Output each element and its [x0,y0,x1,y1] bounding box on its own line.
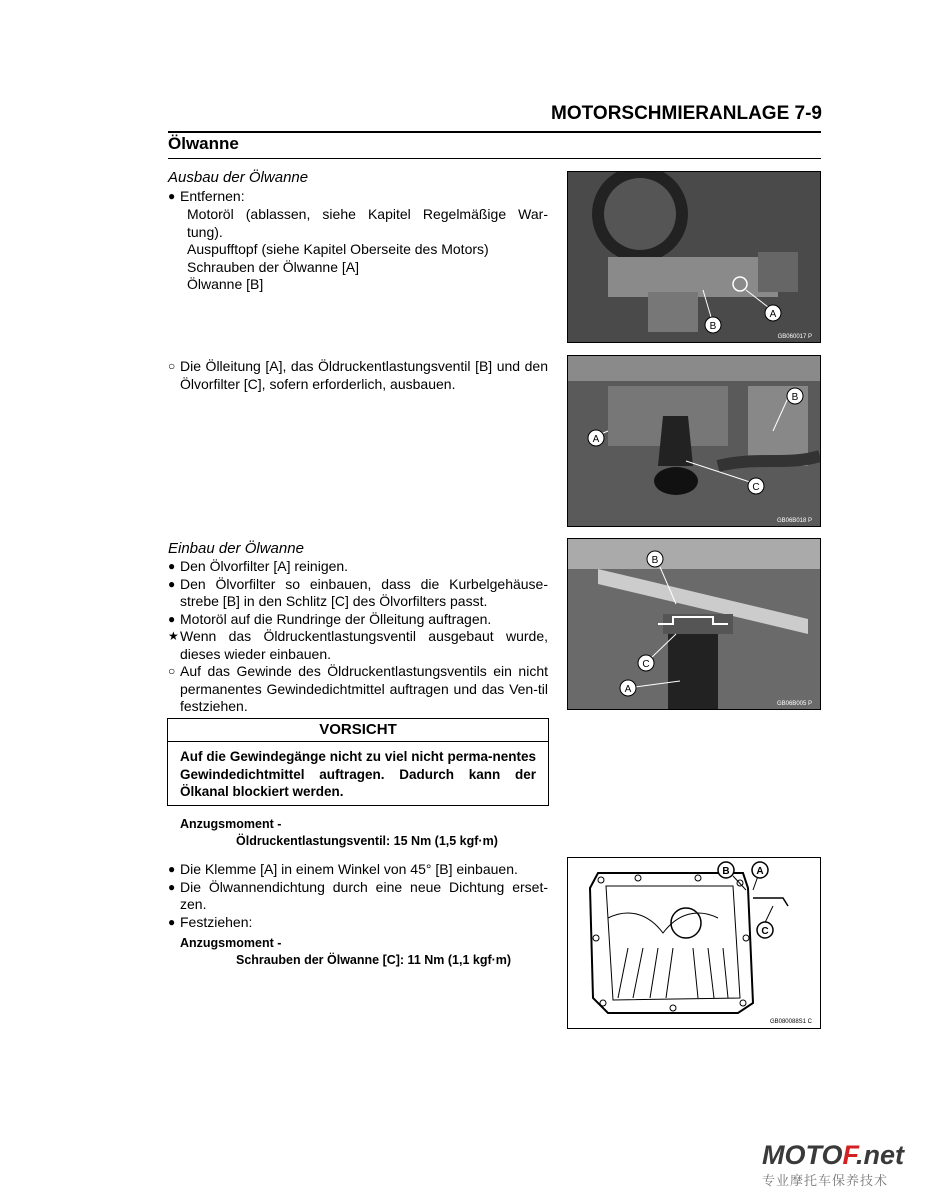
removal-remove-label: Entfernen: [180,188,245,204]
star-icon: ★ [168,629,179,643]
fig1-code: GB060017 P [777,334,812,340]
removal-note-text: Die Ölleitung [A], das Öldruckentlastungsventil [B] und den Ölvorfilter [C], sofern erforderlich, ausbauen. [180,358,548,392]
caution-text: Auf die Gewindegänge nicht zu viel nicht perma-nentes Gewindedichtmittel auftragen. Dadurch kann der Ölkanal blockiert werden. [180,749,536,799]
caution-box [167,718,549,806]
torque1-label: Anzugsmoment - [180,817,282,831]
bullet-icon: ● [168,879,176,894]
removal-remove-item [168,188,548,206]
fig4-label-b: B [722,866,730,877]
fig3-label-a: A [624,684,632,695]
fig3-code: GB06B005 P [776,701,812,707]
step-item: ○ Auf das Gewinde des Öldruckentlastungsventils ein nicht permanentes Gewindedichtmittel auftragen und das Ven-til festziehen. [168,663,548,714]
bullet-icon: ● [168,576,176,591]
torque1-value: Öldruckentlastungsventil: 15 Nm (1,5 kgf·m) [236,834,498,848]
caution-title: VORSICHT [168,719,548,742]
installation-heading: Einbau der Ölwanne [168,540,304,557]
circle-bullet-icon: ○ [168,359,176,373]
bullet-icon: ● [168,559,176,573]
fig3-label-c: C [642,659,650,670]
section-title: Ölwanne [168,134,239,153]
figure-oil-pan-removal [567,171,821,343]
figure-oil-strainer-install [567,538,821,710]
fig3-label-b: B [651,555,659,566]
removal-item: Ölwanne [B] [187,276,264,292]
removal-item: Motoröl (ablassen, siehe Kapitel Regelmäßige War- [187,206,548,222]
fig1-label-b: B [709,321,717,332]
fig2-code: GB06B018 P [776,518,812,524]
watermark-subtitle: 专业摩托车保养技术 [762,1173,889,1188]
bullet-icon: ● [168,189,176,203]
removal-heading: Ausbau der Ölwanne [168,169,309,186]
step-item: ● Die Ölwannendichtung durch eine neue Dichtung erset-zen. [168,878,548,912]
removal-list [187,206,548,294]
page-header: MOTORSCHMIERANLAGE 7-9 [551,103,822,124]
removal-item: Auspufftopf (siehe Kapitel Oberseite des Motors) [187,241,489,257]
removal-item: tung). [187,223,223,240]
figure-oil-pipe-valve-filter [567,355,821,527]
fig2-label-b: B [791,392,799,403]
fig4-code: GB080088S1 C [769,1019,812,1025]
circle-bullet-icon: ○ [168,664,176,678]
watermark-logo: MOTOF.net [762,1140,905,1170]
fig2-label-c: C [752,482,760,493]
installation-steps [168,558,548,716]
bullet-icon: ● [168,611,176,626]
figure-oil-pan-diagram [567,857,821,1029]
step-item: ● Motoröl auf die Rundringe der Ölleitung auftragen. [168,610,492,627]
step-item: ● Den Ölvorfilter so einbauen, dass die Kurbelgehäuse-strebe [B] in den Schlitz [C] des Ölvorfilters passt. [168,575,548,609]
bullet-icon: ● [168,862,176,876]
installation-steps-2 [168,861,548,931]
torque2-label: Anzugsmoment - [180,936,282,950]
fig2-label-a: A [592,434,600,445]
step-item: ● Die Klemme [A] in einem Winkel von 45° [B] einbauen. [168,861,518,877]
removal-note [168,358,548,393]
title-rule [168,158,821,159]
step-item: ● Den Ölvorfilter [A] reinigen. [168,558,349,574]
torque2-value: Schrauben der Ölwanne [C]: 11 Nm (1,1 kgf·m) [236,953,512,967]
fig1-label-a: A [769,309,777,320]
fig4-label-a: A [756,866,764,877]
step-item: ★ Wenn das Öldruckentlastungsventil ausgebaut wurde, dieses wieder einbauen. [168,628,548,662]
removal-item: Schrauben der Ölwanne [A] [187,258,359,275]
header-rule [168,131,821,133]
fig4-label-c: C [761,926,769,937]
step-item: ● Festziehen: [168,913,253,930]
bullet-icon: ● [168,914,176,929]
